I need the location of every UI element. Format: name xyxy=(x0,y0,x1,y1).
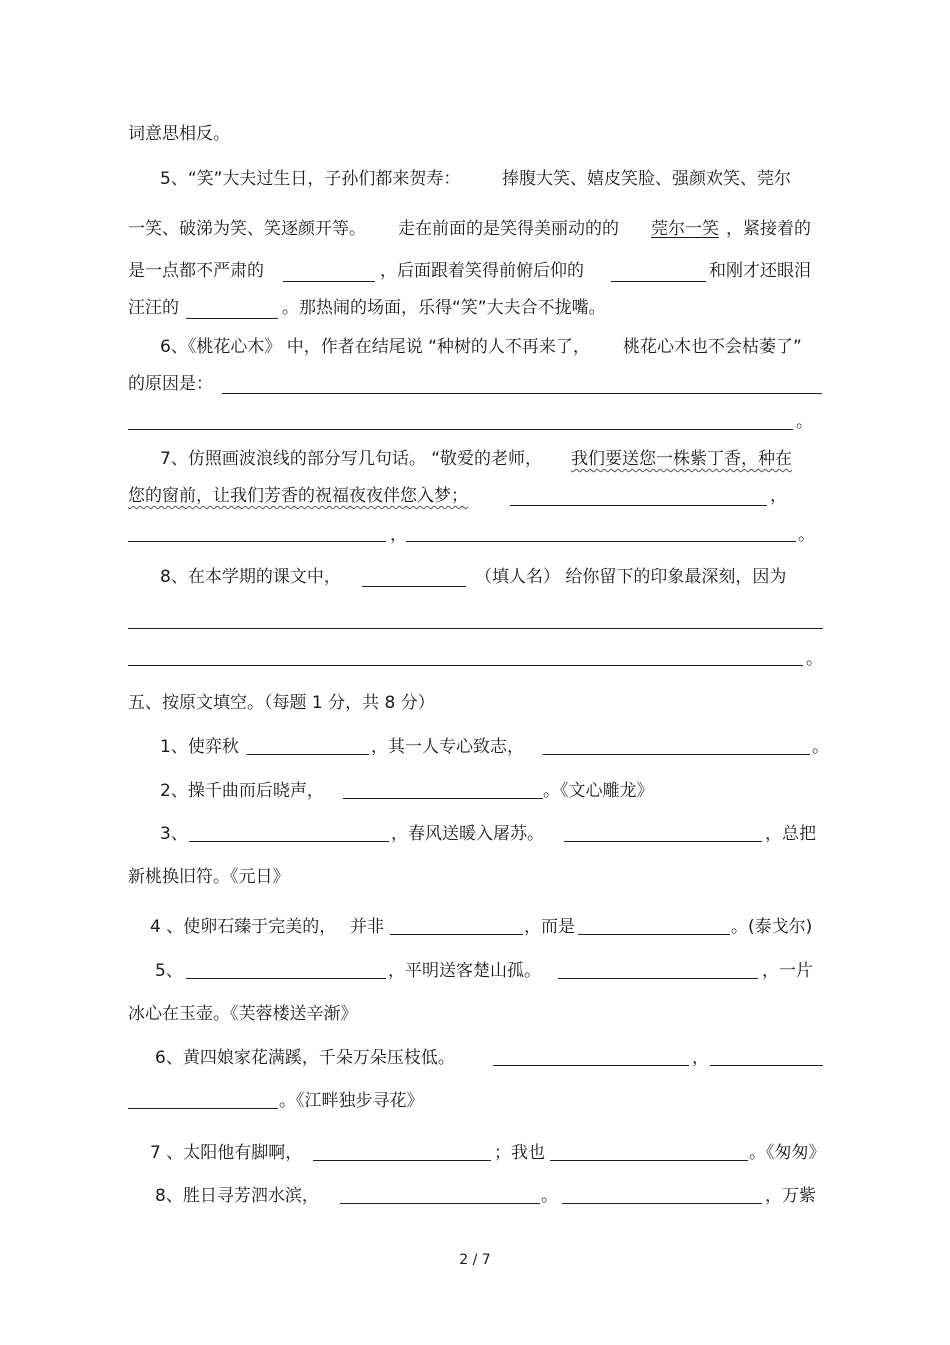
fill-5-text: 冰心在玉壶。《芙蓉楼送辛渐》 xyxy=(128,1004,358,1024)
answer-blank[interactable] xyxy=(543,754,810,755)
answer-blank[interactable] xyxy=(340,1203,540,1204)
section-heading: 五、按原文填空。（每题 1 分，共 8 分） xyxy=(128,693,435,713)
question-5-example-answer: 莞尔一笑 xyxy=(651,219,719,239)
answer-blank[interactable] xyxy=(313,1160,491,1161)
question-6-text: 。 xyxy=(796,412,813,432)
question-8-text: 。 xyxy=(806,649,823,669)
question-8-text: 8、在本学期的课文中， xyxy=(160,567,341,587)
answer-blank[interactable] xyxy=(390,934,523,935)
fill-6-text: 6、黄四娘家花满蹊，千朵万朵压枝低。 xyxy=(155,1048,455,1068)
fill-8-text: 8、胜日寻芳泗水滨， xyxy=(155,1186,319,1206)
question-5-text: 汪汪的 xyxy=(128,298,179,318)
fill-6-text: 。《江畔独步寻花》 xyxy=(279,1091,424,1111)
answer-blank[interactable] xyxy=(247,754,369,755)
answer-blank[interactable] xyxy=(128,1108,278,1109)
question-7-text: ， xyxy=(390,525,407,545)
question-5-text: 和刚才还眼泪 xyxy=(709,261,811,281)
answer-blank[interactable] xyxy=(710,1065,823,1066)
answer-blank[interactable] xyxy=(362,586,466,587)
answer-blank[interactable] xyxy=(558,978,758,979)
question-8-text: （填人名） 给你留下的印象最深刻，因为 xyxy=(475,567,787,587)
answer-blank[interactable] xyxy=(186,978,386,979)
fill-1-text: ，其一人专心致志， xyxy=(371,737,524,757)
fill-4-text: 4 、使卵石臻于完美的， xyxy=(150,917,337,937)
answer-blank[interactable] xyxy=(578,934,730,935)
question-7-text: ， xyxy=(770,486,787,506)
text-line: 词意思相反。 xyxy=(128,124,230,144)
fill-3-text: 3、 xyxy=(160,824,188,844)
answer-blank[interactable] xyxy=(189,841,389,842)
fill-4-text: 。(泰戈尔) xyxy=(731,917,813,937)
answer-blank[interactable] xyxy=(222,393,822,394)
fill-8-text: 。 xyxy=(541,1186,558,1206)
answer-blank[interactable] xyxy=(128,429,793,430)
fill-2-text: 2、操千曲而后晓声， xyxy=(160,781,324,801)
answer-blank[interactable] xyxy=(128,628,823,629)
question-5-text: ，后面跟着笑得前俯后仰的 xyxy=(380,261,584,281)
fill-7-text: ；我也 xyxy=(494,1143,545,1163)
question-5-text: 。那热闹的场面，乐得“笑”大夫合不拢嘴。 xyxy=(282,298,606,318)
question-6-text: 6、《桃花心木》 中，作者在结尾说 “种树的人不再来了， xyxy=(160,337,590,357)
answer-blank[interactable] xyxy=(564,841,762,842)
fill-7-text: 7 、太阳他有脚啊， xyxy=(150,1143,303,1163)
answer-blank[interactable] xyxy=(128,541,386,542)
fill-3-text: ，春风送暖入屠苏。 xyxy=(391,824,544,844)
answer-blank[interactable] xyxy=(128,665,803,666)
question-5-text: 走在前面的是笑得美丽动的的 xyxy=(398,219,619,239)
answer-blank[interactable] xyxy=(562,1203,762,1204)
question-5-text: ，紧接着的 xyxy=(726,219,811,239)
answer-blank[interactable] xyxy=(283,281,375,282)
question-5-text: 5、“笑”大夫过生日，子孙们都来贺寿： xyxy=(160,169,461,189)
fill-2-text: 。《文心雕龙》 xyxy=(543,781,654,801)
fill-5-text: 5、 xyxy=(155,961,183,981)
fill-6-text: ， xyxy=(692,1048,709,1068)
fill-4-text: ，而是 xyxy=(524,917,575,937)
answer-blank[interactable] xyxy=(550,1160,748,1161)
answer-blank[interactable] xyxy=(510,505,767,506)
question-5-text: 捧腹大笑、嬉皮笑脸、强颜欢笑、莞尔 xyxy=(502,169,791,189)
question-7-wavy-example: 您的窗前，让我们芳香的祝福夜夜伴您入梦； xyxy=(128,486,468,506)
fill-5-text: ，一片 xyxy=(762,961,813,981)
answer-blank[interactable] xyxy=(343,798,543,799)
page-number: 2 / 7 xyxy=(459,1252,491,1268)
fill-3-text: 新桃换旧符。《元日》 xyxy=(128,867,290,887)
question-5-text: 是一点都不严肃的 xyxy=(128,261,264,281)
question-7-wavy-example: 我们要送您一株紫丁香，种在 xyxy=(571,449,792,469)
fill-3-text: ，总把 xyxy=(765,824,816,844)
fill-8-text: ，万紫 xyxy=(765,1186,816,1206)
fill-1-text: 1、使弈秋 xyxy=(160,737,239,757)
answer-blank[interactable] xyxy=(493,1065,689,1066)
question-6-text: 桃花心木也不会枯萎了” xyxy=(623,337,802,357)
question-7-text: 。 xyxy=(798,525,815,545)
fill-1-text: 。 xyxy=(812,737,829,757)
fill-5-text: ，平明送客楚山孤。 xyxy=(388,961,541,981)
question-7-text: 7、仿照画波浪线的部分写几句话。 “敬爱的老师， xyxy=(160,449,543,469)
answer-blank[interactable] xyxy=(406,541,796,542)
question-5-text: 一笑、破涕为笑、笑逐颜开等。 xyxy=(128,219,366,239)
answer-blank[interactable] xyxy=(611,281,706,282)
answer-blank[interactable] xyxy=(186,318,278,319)
question-6-text: 的原因是： xyxy=(128,374,213,394)
fill-7-text: 。《匆匆》 xyxy=(749,1143,826,1163)
fill-4-text: 并非 xyxy=(350,917,384,937)
